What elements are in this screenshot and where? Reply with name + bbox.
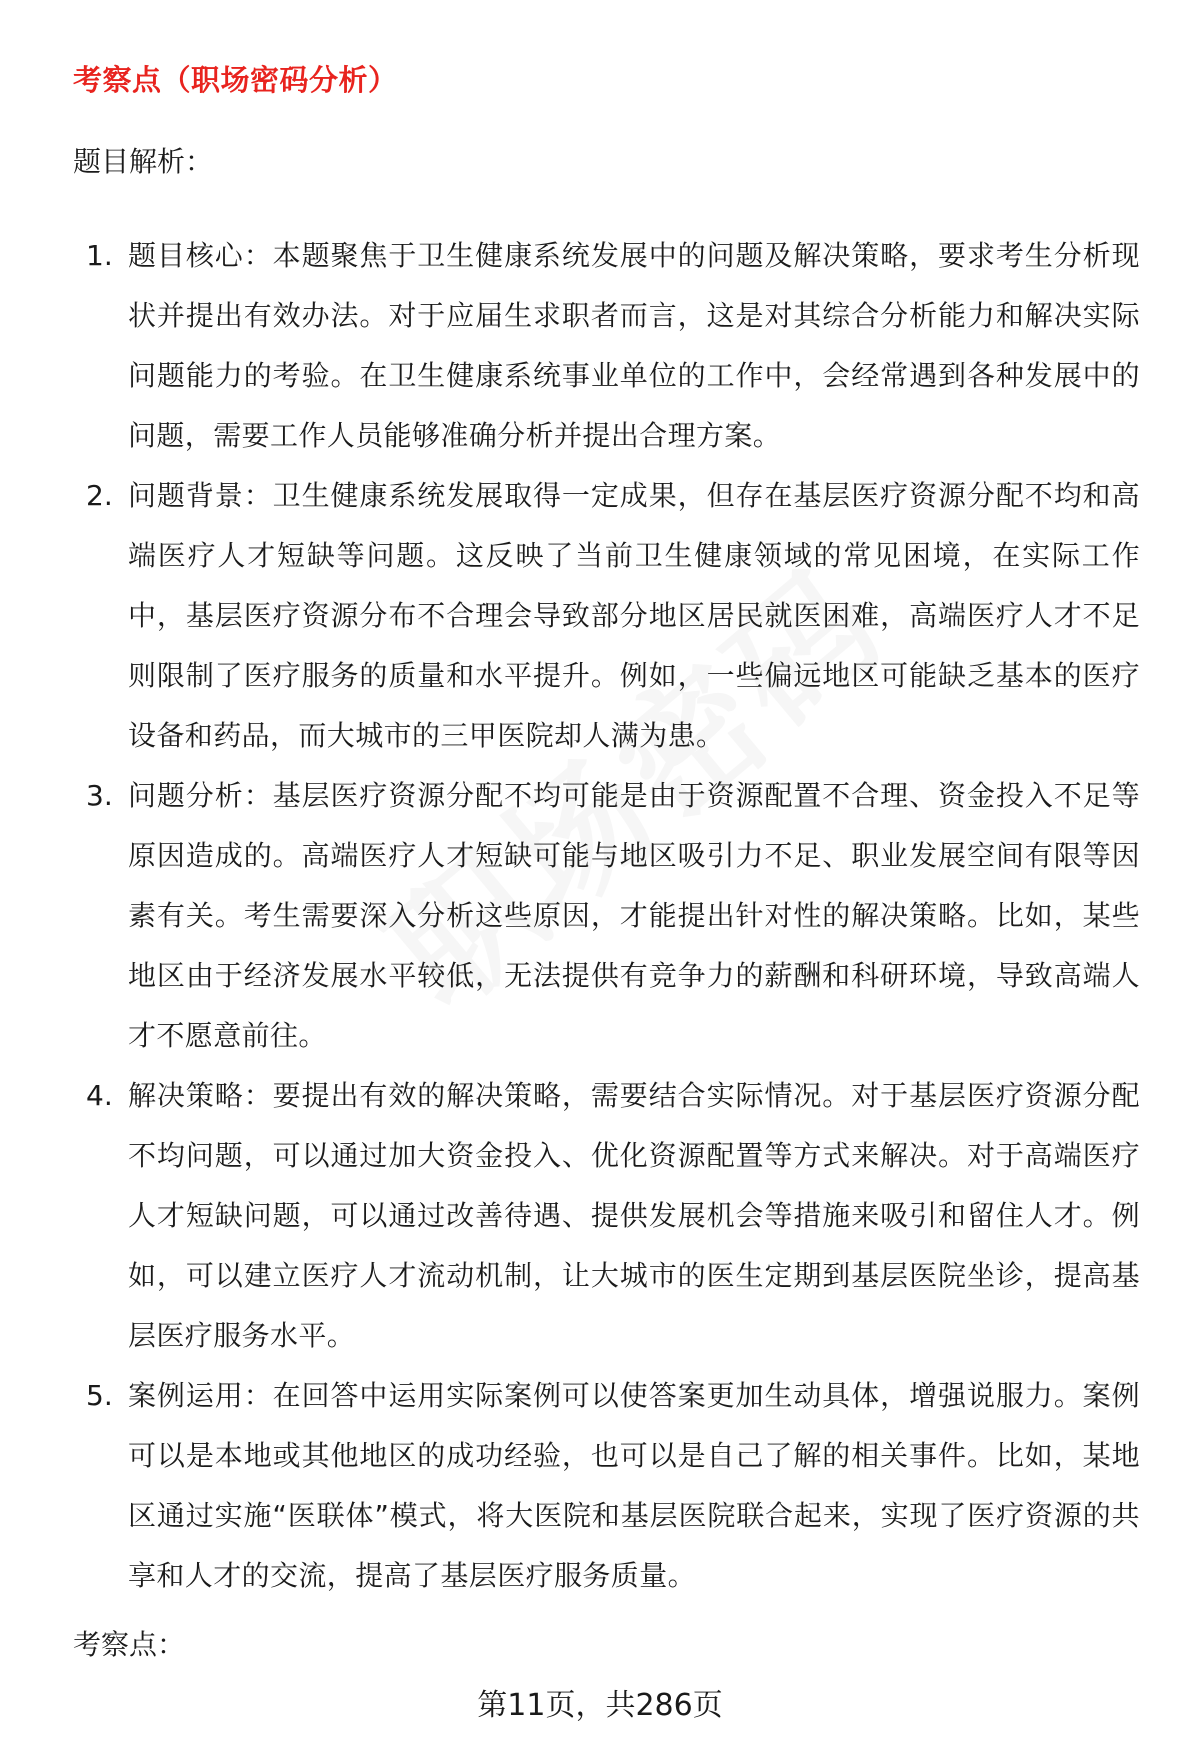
list-item-number: 3. <box>86 779 113 812</box>
footer-label: 考察点： <box>73 1628 186 1661</box>
list-item-text: 解决策略：要提出有效的解决策略，需要结合实际情况。对于基层医疗资源分配不均问题，可以通过加大资金投入、优化资源配置等方式来解决。对于高端医疗人才短缺问题，可以通过改善待遇、提供发展机会等措施来吸引和留住人才。例如，可以建立医疗人才流动机制，让大城市的医生定期到基层医院坐诊，提高基层医疗服务水平。 <box>128 1079 1140 1352</box>
list-item-number: 5. <box>86 1379 113 1412</box>
list-item <box>0 1366 1200 1606</box>
list-item <box>0 1066 1200 1366</box>
list-item-text: 案例运用：在回答中运用实际案例可以使答案更加生动具体，增强说服力。案例可以是本地或其他地区的成功经验，也可以是自己了解的相关事件。比如，某地区通过实施“医联体”模式，将大医院和基层医院联合起来，实现了医疗资源的共享和人才的交流，提高了基层医疗服务质量。 <box>128 1379 1140 1592</box>
list-item-number: 1. <box>86 239 113 272</box>
subtitle: 题目解析： <box>73 145 214 178</box>
list-item-text: 问题分析：基层医疗资源分配不均可能是由于资源配置不合理、资金投入不足等原因造成的。高端医疗人才短缺可能与地区吸引力不足、职业发展空间有限等因素有关。考生需要深入分析这些原因，才能提出针对性的解决策略。比如，某些地区由于经济发展水平较低，无法提供有竞争力的薪酬和科研环境，导致高端人才不愿意前往。 <box>128 779 1140 1052</box>
list-item <box>0 226 1200 466</box>
analysis-list <box>0 226 1200 1606</box>
page-number: 第11页，共286页 <box>477 1688 723 1723</box>
list-item <box>0 466 1200 766</box>
list-item-text: 题目核心：本题聚焦于卫生健康系统发展中的问题及解决策略，要求考生分析现状并提出有效办法。对于应届生求职者而言，这是对其综合分析能力和解决实际问题能力的考验。在卫生健康系统事业单位的工作中，会经常遇到各种发展中的问题，需要工作人员能够准确分析并提出合理方案。 <box>128 239 1140 452</box>
section-title: 考察点（职场密码分析） <box>73 63 398 97</box>
list-item-number: 2. <box>86 479 113 512</box>
list-item-text: 问题背景：卫生健康系统发展取得一定成果，但存在基层医疗资源分配不均和高端医疗人才短缺等问题。这反映了当前卫生健康领域的常见困境，在实际工作中，基层医疗资源分布不合理会导致部分地区居民就医困难，高端医疗人才不足则限制了医疗服务的质量和水平提升。例如，一些偏远地区可能缺乏基本的医疗设备和药品，而大城市的三甲医院却人满为患。 <box>128 479 1140 752</box>
list-item <box>0 766 1200 1066</box>
list-item-number: 4. <box>86 1079 113 1112</box>
